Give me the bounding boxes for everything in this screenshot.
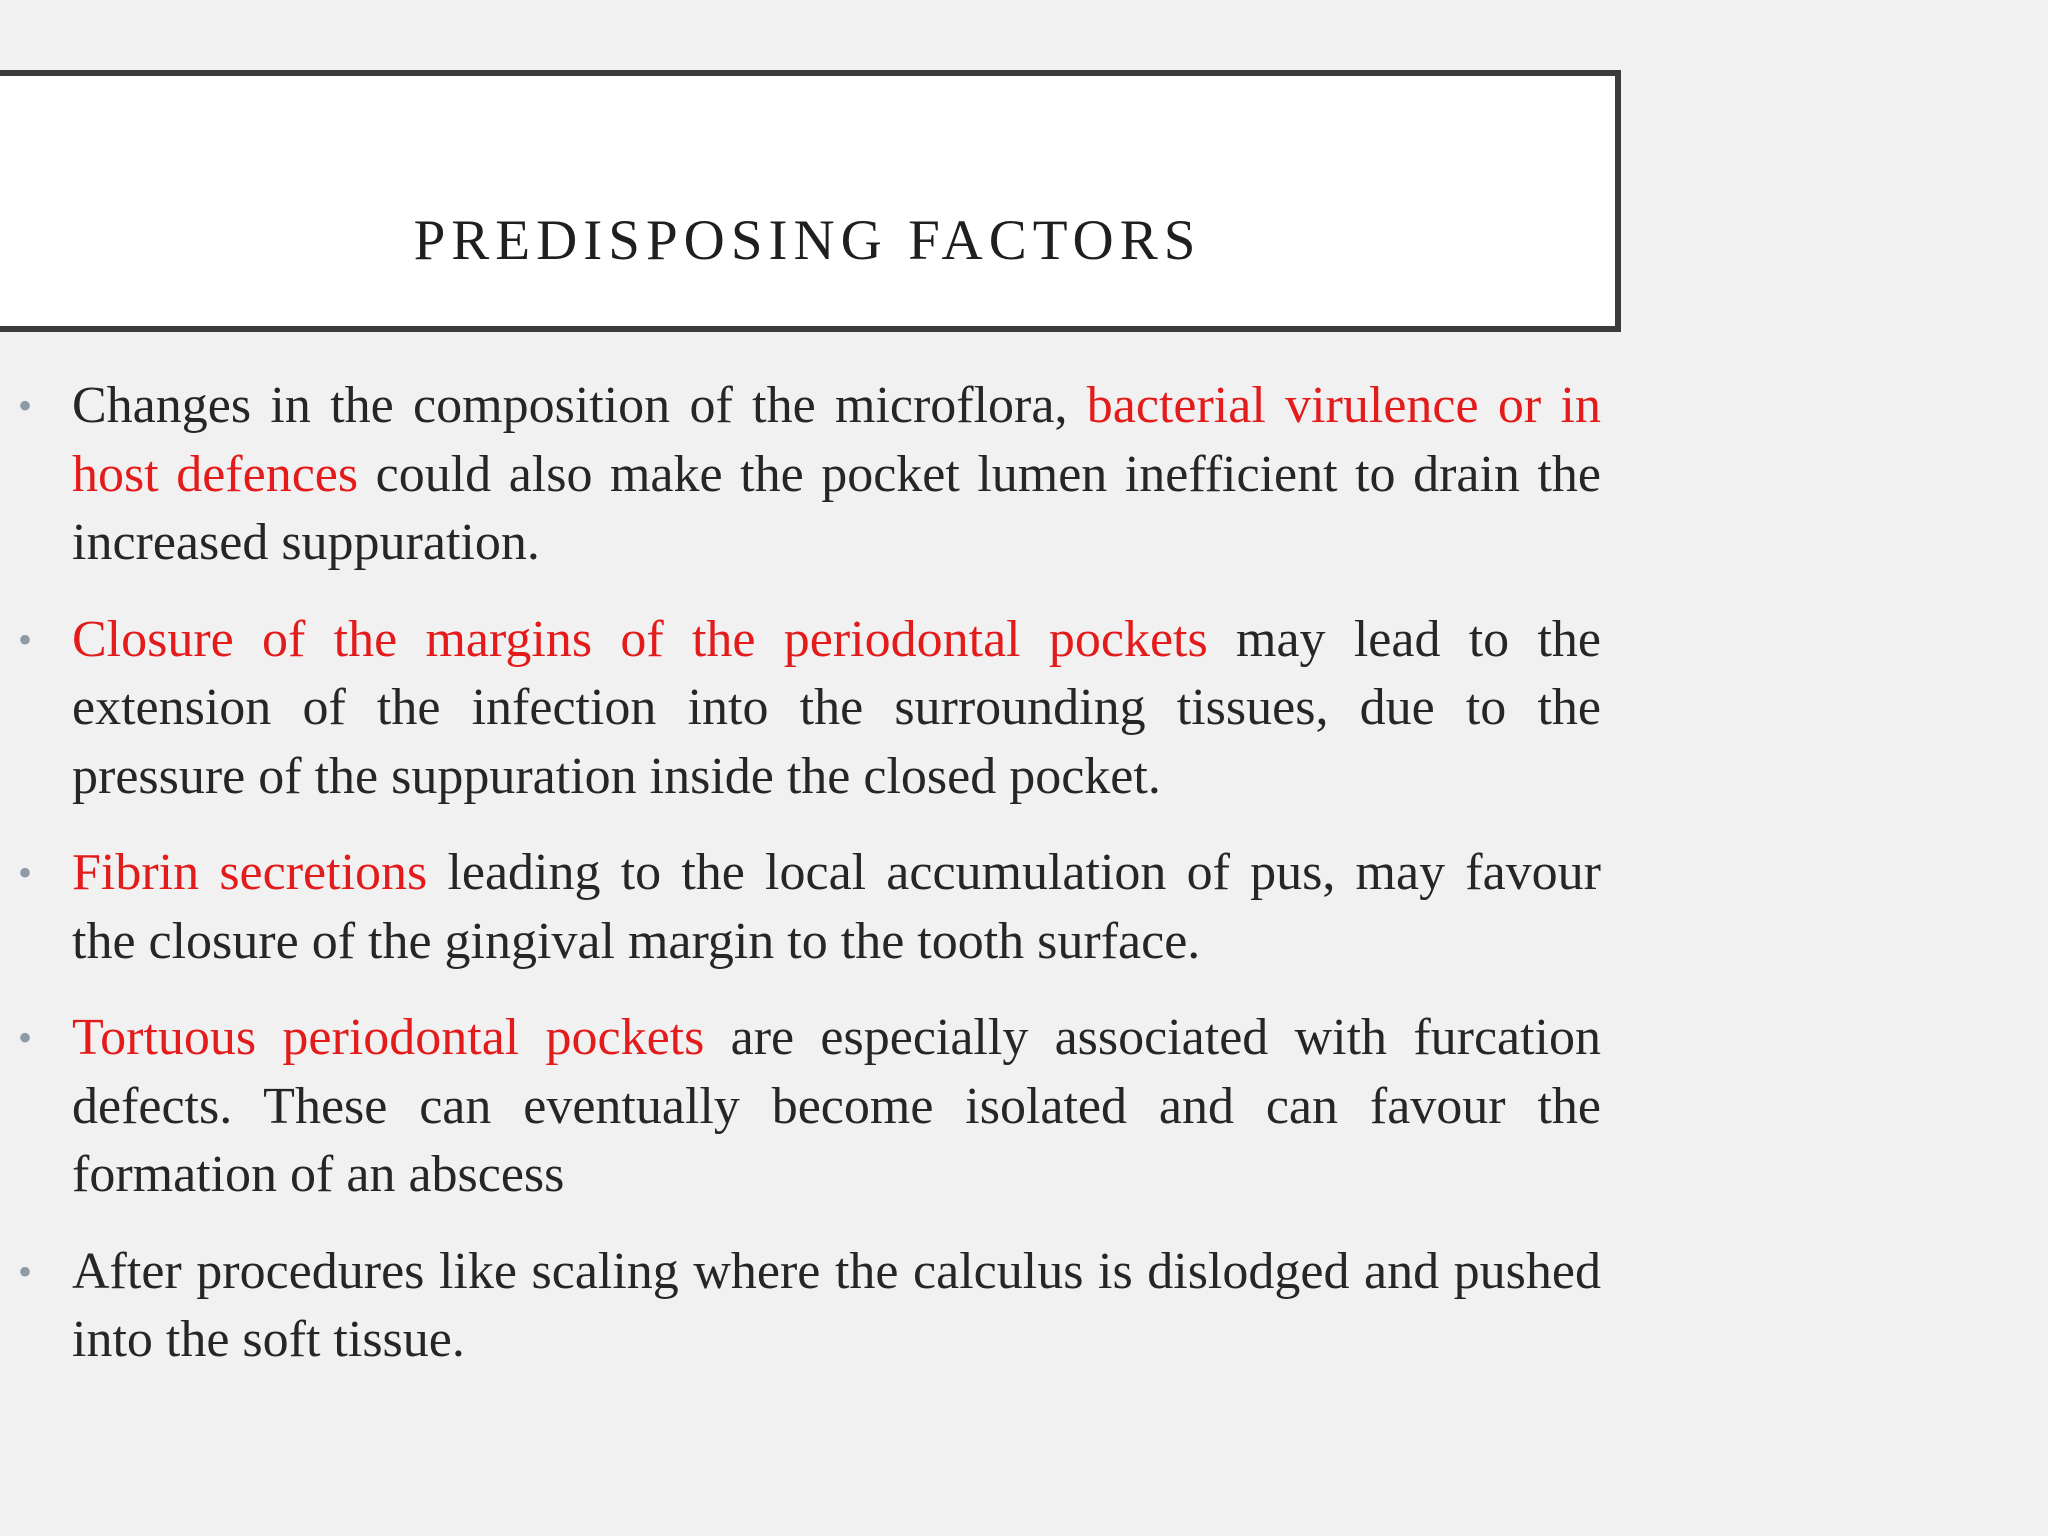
bullet-item xyxy=(0,1238,1601,1375)
bullet-text: After procedures like scaling where the calculus is dislodged and pushed into the soft tissue. xyxy=(72,1242,1601,1368)
bullet-text: Changes in the composition of the microflora, xyxy=(72,377,1087,434)
bullet-text: could also make the pocket lumen inefficient to drain the increased suppuration. xyxy=(72,445,1601,571)
bullet-icon: • xyxy=(18,383,33,428)
bullet-icon: • xyxy=(18,850,33,895)
bullet-item xyxy=(0,1004,1601,1210)
bullet-highlight: Closure of the margins of the periodontal pockets xyxy=(72,610,1208,668)
bullet-item xyxy=(0,839,1601,976)
bullet-list xyxy=(0,372,1601,1403)
bullet-icon: • xyxy=(18,1015,33,1060)
bullet-highlight: Tortuous periodontal pockets xyxy=(72,1009,705,1066)
bullet-highlight: Fibrin secretions xyxy=(72,844,428,901)
bullet-icon: • xyxy=(18,1248,33,1294)
bullet-item xyxy=(0,372,1601,578)
bullet-item xyxy=(0,606,1601,812)
title-box xyxy=(0,70,1621,332)
bullet-icon: • xyxy=(18,616,33,662)
bullet-text: leading to the local accumulation of pus, may favour the closure of the gingival margin to the tooth surface. xyxy=(72,844,1601,970)
bullet-highlight: bacterial virulence or in host defences xyxy=(72,377,1601,503)
bullet-text: are especially associated with furcation defects. These can eventually become isolated and can favour the formation of an abscess xyxy=(72,1009,1602,1203)
slide-title: PREDISPOSING FACTORS xyxy=(413,209,1202,272)
bullet-text: may lead to the extension of the infection into the surrounding tissues, due to the pressure of the suppuration inside the closed pocket. xyxy=(72,610,1602,805)
